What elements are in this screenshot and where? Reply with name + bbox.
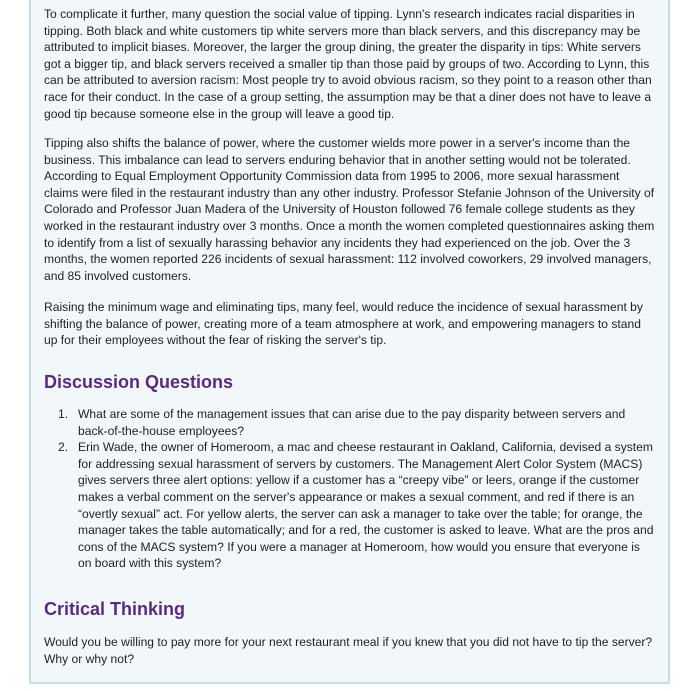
list-item-number: 2.: [58, 440, 69, 455]
paragraph-minimum-wage: Raising the minimum wage and eliminating tips, many feel, would reduce the incidence of sexual harassment by shifting the balance of power, creating more of a team atmosphere at work, and empowering managers to stand up for their employees without the fear of risking the server's tip.: [44, 300, 643, 348]
list-item-text: Erin Wade, the owner of Homeroom, a mac and cheese restaurant in Oakland, California, devised a system for addressing sexual harassment of servers by customers. The Management Alert Color System (MACS) gives servers three alert options: yellow if a customer has a “creepy vibe” or leers, orange if the customer makes a verbal comment on the server's appearance or makes a sexual comment, and red if there is an “overtly sexual” act. For yellow alerts, the server can ask a manager to take over the table; for orange, the manager takes the table automatically; and for a red, the customer is asked to leave. What are the pros and cons of the MACS system? If you were a manager at Homeroom, how would you ensure that everyone is on board with this system?: [78, 440, 654, 571]
critical-thinking-heading: Critical Thinking: [44, 599, 186, 619]
critical-thinking-question: Would you be willing to pay more for your next restaurant meal if you knew that you did not have to tip the server? Why or why not?: [44, 635, 653, 666]
paragraph-balance-of-power: Tipping also shifts the balance of power, where the customer wields more power in a server's income than the business. This imbalance can lead to servers enduring behavior that in another setting would not be tolerated. According to Equal Employment Opportunity Commission data from 1995 to 2006, more sexual harassment claims were filed in the restaurant industry than any other industry. Professor Stefanie Johnson of the University of Colorado and Professor Juan Madera of the University of Houston followed 76 female college students as they worked in the restaurant industry over 3 months. Once a month the women completed questionnaires asking them to identify from a list of sexually harassing behavior any incidents they had experienced on the job. Over the 3 months, the women reported 226 incidents of sexual harassment: 112 involved coworkers, 29 involved managers, and 85 involved customers.: [44, 136, 655, 283]
list-item: [58, 439, 654, 572]
discussion-questions-heading: Discussion Questions: [44, 372, 234, 392]
list-item: [58, 406, 654, 439]
discussion-questions-list: [58, 406, 654, 572]
list-item-text: What are some of the management issues that can arise due to the pay disparity between servers and back-of-the-house employees?: [78, 407, 626, 438]
list-item-number: 1.: [58, 407, 69, 421]
content-box: [29, 0, 670, 684]
paragraph-tipping-racial-disparities: To complicate it further, many question the social value of tipping. Lynn's research indicates racial disparities in tipping. Both black and white customers tip white servers more than black servers, and this discrepancy may be attributed to implicit biases. Moreover, the larger the group dining, the greater the disparity in tips: White servers got a bigger tip, and black servers received a smaller tip than those paid by groups of two. According to Lynn, this can be attributed to aversion racism: Most people try to avoid obvious racism, so they point to a reason other than race for their conduct. In the case of a group setting, the assumption may be that a diner does not have to leave a good tip because someone else in the group will leave a good tip.: [44, 7, 652, 121]
